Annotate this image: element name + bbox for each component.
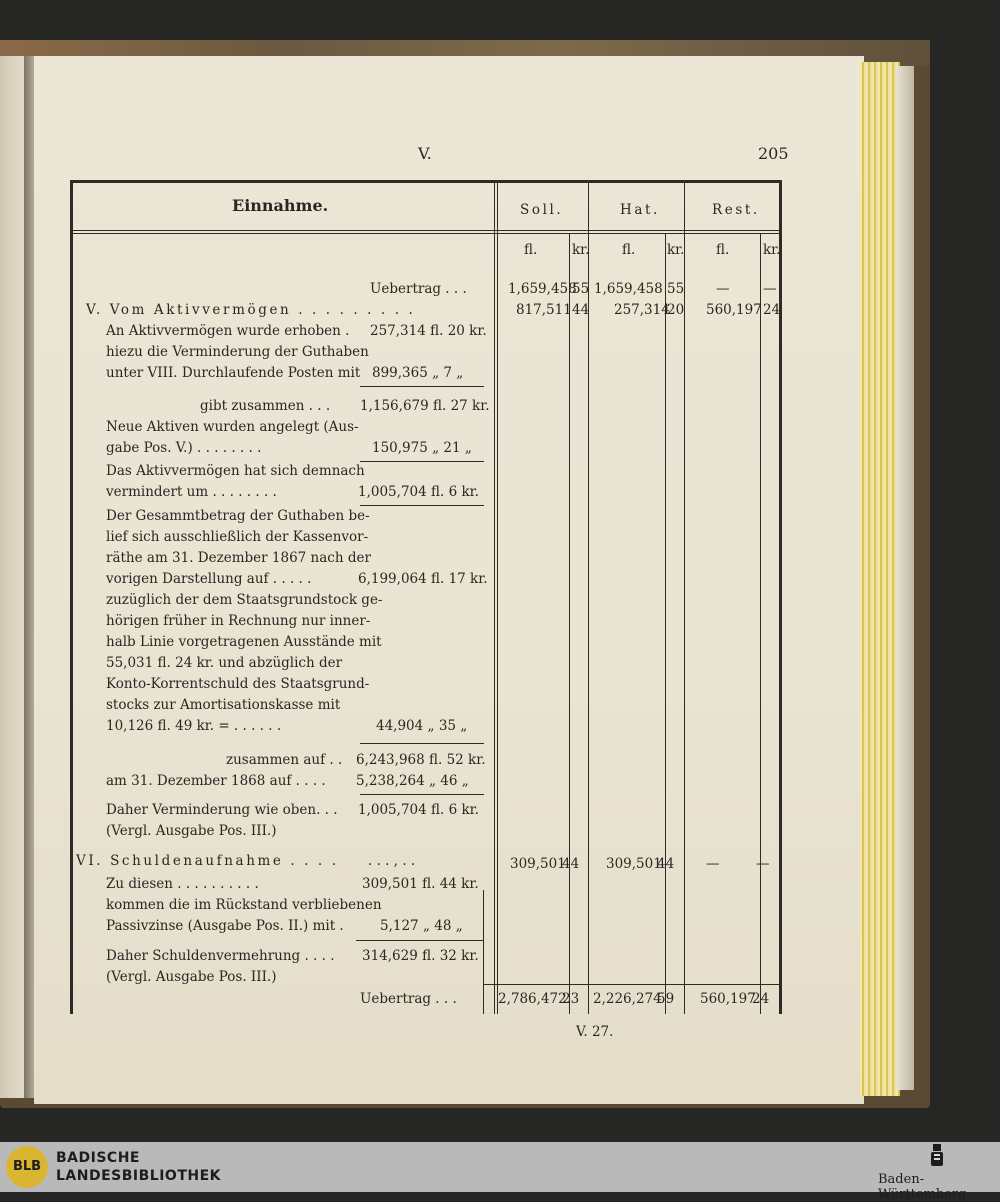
vi-line-text: Zu diesen . . . . . . . . . . [106, 876, 259, 892]
vi-line-text: Daher Schuldenvermehrung . . . . [106, 948, 335, 964]
section-vi-dots: . . . , . . [368, 853, 416, 869]
col-divider-rest-kr [760, 234, 761, 1014]
v-line-text: gabe Pos. V.) . . . . . . . . [106, 440, 262, 456]
uebertrag-bottom-hat-kr: 59 [657, 991, 675, 1007]
v-line-text: hiezu die Verminderung der Guthaben [106, 344, 369, 360]
v-line-amount: 1,156,679 fl. 27 kr. [360, 398, 490, 414]
blb-logo[interactable]: BLB [6, 1146, 48, 1188]
v-line-text: vorigen Darstellung auf . . . . . [106, 571, 312, 587]
sum-rule [360, 794, 484, 795]
table-left-border [70, 180, 73, 1014]
section-vi-soll-kr: 44 [562, 856, 580, 872]
v-line-text: (Vergl. Ausgabe Pos. III.) [106, 823, 277, 839]
header-soll: Soll. [520, 202, 564, 218]
unit-rest-fl: fl. [716, 242, 730, 258]
v-line-text: gibt zusammen . . . [200, 398, 331, 414]
section-v-rest-kr: 24 [763, 302, 781, 318]
v-line-text: Konto-Korrentschuld des Staatsgrund- [106, 676, 370, 692]
section-v-soll-fl: 817,511 [516, 302, 572, 318]
vi-line-text: Passivzinse (Ausgabe Pos. II.) mit . [106, 918, 344, 934]
v-line-text: räthe am 31. Dezember 1867 nach der [106, 550, 371, 566]
unit-hat-fl: fl. [622, 242, 636, 258]
v-line-text: lief sich ausschließlich der Kassenvor- [106, 529, 369, 545]
library-name-line1: BADISCHE [56, 1150, 140, 1166]
sum-rule [360, 461, 484, 462]
col-divider-hat-kr [665, 234, 666, 1014]
page-stack [896, 66, 914, 1090]
col-divider-soll-kr [569, 234, 570, 1014]
v-line-amount: 6,243,968 fl. 52 kr. [356, 752, 486, 768]
total-rule [484, 984, 780, 985]
unit-rest-kr: kr. [763, 242, 781, 258]
section-v-hat-fl: 257,314 [614, 302, 670, 318]
uebertrag-top-hat-kr: 55 [667, 281, 685, 297]
v-line-amount: 5,238,264 „ 46 „ [356, 773, 469, 789]
header-einnahme: Einnahme. [232, 196, 329, 215]
header-rest: Rest. [712, 202, 760, 218]
vi-line-amount: 5,127 „ 48 „ [380, 918, 463, 934]
printer-signature: V. 27. [576, 1024, 614, 1040]
vi-line-text: kommen die im Rückstand verbliebenen [106, 897, 382, 913]
v-line-text: unter VIII. Durchlaufende Posten mit [106, 365, 361, 381]
unit-soll-kr: kr. [572, 242, 590, 258]
sum-rule [360, 743, 484, 744]
v-line-text: Der Gesammtbetrag der Guthaben be- [106, 508, 370, 524]
sum-rule [360, 386, 484, 387]
section-v-soll-kr: 44 [572, 302, 590, 318]
unit-hat-kr: kr. [667, 242, 685, 258]
section-v-rest-fl: 560,197 [706, 302, 762, 318]
v-line-text: vermindert um . . . . . . . . [106, 484, 277, 500]
section-v-title: V. Vom Aktivvermögen . . . . . . . . . [86, 302, 416, 318]
v-line-amount: 1,005,704 fl. 6 kr. [358, 802, 479, 818]
table-top-rule [70, 180, 782, 183]
v-line-text: hörigen früher in Rechnung nur inner- [106, 613, 371, 629]
v-line-text: zusammen auf . . [226, 752, 343, 768]
v-line-text: am 31. Dezember 1868 auf . . . . [106, 773, 326, 789]
page-fore-edge [860, 62, 900, 1096]
uebertrag-top-rest-kr: — [763, 281, 777, 297]
v-line-text: Daher Verminderung wie oben. . . [106, 802, 338, 818]
section-vi-title: VI. Schuldenaufnahme . . . . [76, 853, 339, 869]
uebertrag-bottom-rest-fl: 560,197 [700, 991, 756, 1007]
uebertrag-top-soll-fl: 1,659,458 [508, 281, 577, 297]
library-name-line2: LANDESBIBLIOTHEK [56, 1168, 222, 1184]
v-line-text: Neue Aktiven wurden angelegt (Aus- [106, 419, 359, 435]
sum-column-rule [483, 890, 484, 1014]
uebertrag-top-soll-kr: 55 [572, 281, 590, 297]
section-vi-hat-fl: 309,501 [606, 856, 662, 872]
header-hat: Hat. [620, 202, 660, 218]
sum-rule [360, 505, 484, 506]
uebertrag-bottom-rest-kr: 24 [752, 991, 770, 1007]
page-number: 205 [758, 144, 789, 163]
v-line-text: halb Linie vorgetragenen Ausstände mit [106, 634, 382, 650]
v-line-amount: 150,975 „ 21 „ [372, 440, 472, 456]
uebertrag-top-label: Uebertrag . . . [370, 281, 467, 297]
v-line-amount: 6,199,064 fl. 17 kr. [358, 571, 488, 587]
section-vi-soll-fl: 309,501 [510, 856, 566, 872]
uebertrag-bottom-label: Uebertrag . . . [360, 991, 457, 1007]
col-divider-soll [494, 182, 495, 1014]
uebertrag-bottom-soll-fl: 2,786,472 [498, 991, 567, 1007]
v-line-amount: 899,365 „ 7 „ [372, 365, 464, 381]
uebertrag-top-hat-fl: 1,659,458 [594, 281, 663, 297]
v-line-amount: 44,904 „ 35 „ [376, 718, 468, 734]
header-rule-double [70, 233, 782, 234]
uebertrag-bottom-soll-kr: 23 [562, 991, 580, 1007]
state-name: Baden-Württemberg [878, 1172, 967, 1202]
v-line-text: An Aktivvermögen wurde erhoben . [106, 323, 350, 339]
v-line-amount: 257,314 fl. 20 kr. [370, 323, 487, 339]
v-line-text: stocks zur Amortisationskasse mit [106, 697, 341, 713]
uebertrag-bottom-hat-fl: 2,226,274 [593, 991, 662, 1007]
unit-soll-fl: fl. [524, 242, 538, 258]
footer-bar [0, 1142, 1000, 1192]
section-vi-hat-kr: 44 [657, 856, 675, 872]
section-vi-rest-kr: — [756, 856, 770, 872]
baden-wuerttemberg-crest-icon [929, 1143, 945, 1171]
v-line-amount: 1,005,704 fl. 6 kr. [358, 484, 479, 500]
v-line-text: Das Aktivvermögen hat sich demnach [106, 463, 365, 479]
section-vi-rest-fl: — [706, 856, 720, 872]
running-head: V. [418, 144, 432, 163]
vi-line-amount: 314,629 fl. 32 kr. [362, 948, 479, 964]
v-line-text: 10,126 fl. 49 kr. = . . . . . . [106, 718, 282, 734]
header-rule [70, 230, 782, 231]
uebertrag-top-rest-fl: — [716, 281, 730, 297]
sum-rule [356, 940, 484, 941]
vi-line-text: (Vergl. Ausgabe Pos. III.) [106, 969, 277, 985]
v-line-text: 55,031 fl. 24 kr. und abzüglich der [106, 655, 343, 671]
col-divider-soll-double [497, 182, 498, 1014]
section-v-hat-kr: 20 [667, 302, 685, 318]
v-line-text: zuzüglich der dem Staatsgrundstock ge- [106, 592, 383, 608]
vi-line-amount: 309,501 fl. 44 kr. [362, 876, 479, 892]
